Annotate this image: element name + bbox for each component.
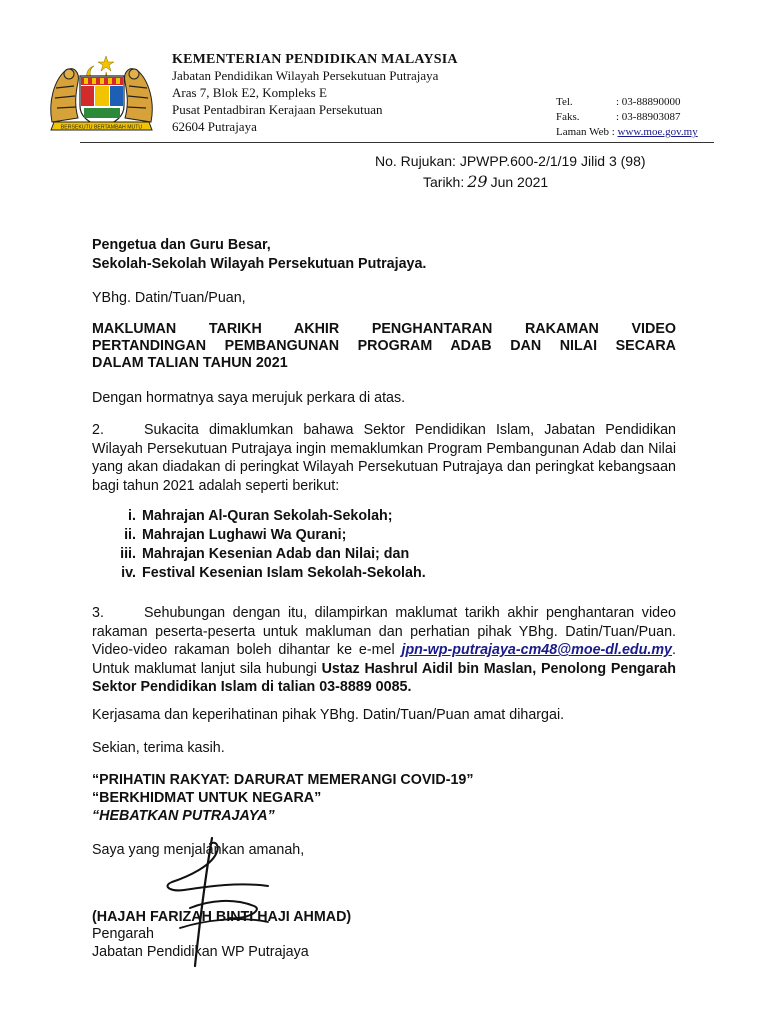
- paragraph-text: . Untuk maklumat lanjut sila hubungi: [92, 642, 676, 677]
- list-number: iv.: [121, 565, 136, 581]
- list-text: Festival Kesenian Islam Sekolah-Sekolah.: [142, 565, 426, 581]
- closing-line: Saya yang menjalankan amanah,: [92, 842, 305, 858]
- telephone: [556, 96, 680, 108]
- paragraph-3: [92, 604, 676, 697]
- website-separator: :: [608, 126, 618, 138]
- motto-line: “HEBATKAN PUTRAJAYA”: [92, 808, 275, 824]
- list-item: [92, 508, 393, 524]
- reference-number: No. Rujukan: JPWPP.600-2/1/19 Jilid 3 (98): [375, 153, 646, 169]
- telephone-value: : 03-88890000: [616, 96, 681, 108]
- signer-department: Jabatan Pendidikan WP Putrajaya: [92, 944, 309, 960]
- handwritten-day: 29: [467, 172, 488, 191]
- opening-paragraph: Dengan hormatnya saya merujuk perkara di atas.: [92, 390, 406, 406]
- letter-subject: [92, 321, 676, 372]
- signer-name: (HAJAH FARIZAH BINTI HAJI AHMAD): [92, 909, 352, 925]
- list-item: [92, 565, 426, 581]
- list-item: [92, 546, 409, 562]
- paragraph-text: Sehubungan dengan itu, dilampirkan maklumat tarikh akhir penghantaran video rakaman peserta-peserta untuk makluman dan perhatian pihak YBhg. Datin/Tuan/Puan. Video-video rakaman boleh dihantar ke e-mel: [92, 605, 676, 658]
- website-label: Laman Web: [556, 126, 609, 138]
- contact-person: Ustaz Hashrul Aidil bin Maslan, Penolong Pengarah Sektor Pendidikan Islam di talian 03-8889 0085.: [92, 660, 676, 695]
- subject-line: PERTANDINGAN PEMBANGUNAN PROGRAM ADAB DAN NILAI SECARA: [92, 338, 676, 354]
- list-text: Mahrajan Al-Quran Sekolah-Sekolah;: [142, 508, 393, 524]
- recipient-line: Pengetua dan Guru Besar,: [92, 237, 271, 253]
- motto-line: “PRIHATIN RAKYAT: DARURAT MEMERANGI COVID-19”: [92, 772, 474, 788]
- paragraph-number: 2.: [92, 422, 104, 438]
- fax-value: : 03-88903087: [616, 111, 681, 123]
- address-line: Aras 7, Blok E2, Kompleks E: [172, 85, 327, 100]
- paragraph-2: [92, 421, 676, 495]
- fax: [556, 111, 680, 123]
- list-number: ii.: [124, 527, 136, 543]
- motto-line: “BERKHIDMAT UNTUK NEGARA”: [92, 790, 322, 806]
- subject-line: MAKLUMAN TARIKH AKHIR PENGHANTARAN RAKAMAN VIDEO: [92, 321, 676, 337]
- address-line: Jabatan Pendidikan Wilayah Persekutuan Putrajaya: [172, 68, 439, 83]
- website: [556, 126, 698, 138]
- list-number: iii.: [120, 546, 136, 562]
- ministry-name: KEMENTERIAN PENDIDIKAN MALAYSIA: [172, 52, 458, 67]
- svg-text:BERSEKUTU BERTAMBAH MUTU: BERSEKUTU BERTAMBAH MUTU: [60, 124, 143, 131]
- letterhead-divider: [80, 142, 714, 143]
- thanks-line: Sekian, terima kasih.: [92, 740, 225, 756]
- malaysia-coat-of-arms-logo: [44, 52, 159, 134]
- subject-line: DALAM TALIAN TAHUN 2021: [92, 355, 288, 371]
- telephone-label: Tel.: [556, 96, 573, 108]
- list-text: Mahrajan Lughawi Wa Qurani;: [142, 527, 347, 543]
- letter-date: [423, 172, 548, 191]
- recipient-line: Sekolah-Sekolah Wilayah Persekutuan Putrajaya.: [92, 256, 427, 272]
- list-item: [92, 527, 346, 543]
- website-link[interactable]: www.moe.gov.my: [617, 126, 698, 138]
- date-label: Tarikh:: [423, 174, 465, 190]
- address-line: 62604 Putrajaya: [172, 119, 257, 134]
- address-line: Pusat Pentadbiran Kerajaan Persekutuan: [172, 102, 383, 117]
- list-number: i.: [128, 508, 136, 524]
- signer-title: Pengarah: [92, 926, 155, 942]
- list-text: Mahrajan Kesenian Adab dan Nilai; dan: [142, 546, 410, 562]
- paragraph-number: 3.: [92, 605, 104, 621]
- fax-label: Faks.: [556, 111, 580, 123]
- cooperation-line: Kerjasama dan keperihatinan pihak YBhg. Datin/Tuan/Puan amat dihargai.: [92, 707, 565, 723]
- date-month-year: Jun 2021: [490, 174, 549, 190]
- email-link[interactable]: jpn-wp-putrajaya-cm48@moe-dl.edu.my: [401, 642, 673, 658]
- salutation: YBhg. Datin/Tuan/Puan,: [92, 290, 246, 306]
- paragraph-text: Sukacita dimaklumkan bahawa Sektor Pendidikan Islam, Jabatan Pendidikan Wilayah Persekutuan Putrajaya ingin memaklumkan Program Pembangunan Adab dan Nilai yang akan diadakan di peringkat Wilayah Persekutuan Putrajaya dan peringkat kebangsaan bagi tahun 2021 adalah seperti berikut:: [92, 422, 676, 494]
